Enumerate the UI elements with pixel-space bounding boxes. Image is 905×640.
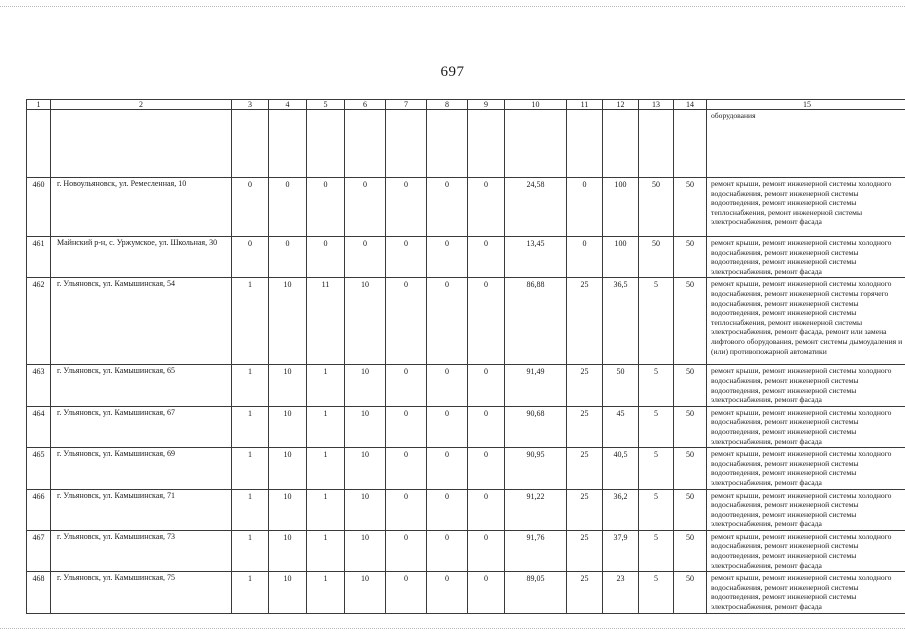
value-cell-7: 0 (386, 406, 427, 447)
value-cell-12: 36,2 (603, 489, 639, 530)
works-cell: ремонт крыши, ремонт инженерной системы холодного водоснабжения, ремонт инженерной системы водоотведения, ремонт инженерной системы электроснабжения, ремонт фасада (707, 365, 905, 406)
value-cell-5: 1 (307, 406, 345, 447)
value-cell-3: 1 (232, 448, 269, 489)
row-number: 462 (27, 278, 51, 365)
value-cell-3: 0 (232, 237, 269, 278)
value-cell-7: 0 (386, 278, 427, 365)
column-header: 12 (603, 100, 639, 110)
page-number: 697 (440, 64, 465, 80)
address-cell: Майнский р-н, с. Уржумское, ул. Школьная, 30 (51, 237, 232, 278)
value-cell-5: 0 (307, 178, 345, 237)
value-cell-9: 0 (468, 530, 505, 571)
scan-edge-bottom (0, 628, 905, 630)
value-cell-11: 25 (567, 530, 603, 571)
value-cell-9: 0 (468, 572, 505, 613)
value-cell-5: 1 (307, 365, 345, 406)
value-cell-4: 10 (269, 448, 307, 489)
value-cell-13: 5 (639, 448, 674, 489)
value-cell-8: 0 (427, 365, 468, 406)
value-cell-5: 1 (307, 572, 345, 613)
works-cell: ремонт крыши, ремонт инженерной системы холодного водоснабжения, ремонт инженерной системы водоотведения, ремонт инженерной системы электроснабжения, ремонт фасада (707, 530, 905, 571)
continuation-row (27, 110, 905, 178)
value-cell-12: 50 (603, 365, 639, 406)
value-cell-14: 50 (674, 178, 707, 237)
value-cell-8: 0 (427, 178, 468, 237)
value-cell-9: 0 (468, 406, 505, 447)
value-cell-13: 50 (639, 237, 674, 278)
value-cell-4: 0 (269, 237, 307, 278)
value-cell-4: 10 (269, 489, 307, 530)
value-cell-3: 1 (232, 530, 269, 571)
value-cell-4: 10 (269, 572, 307, 613)
table-row (27, 237, 905, 278)
address-cell: г. Ульяновск, ул. Камышинская, 75 (51, 572, 232, 613)
value-cell-3: 1 (232, 489, 269, 530)
value-cell-7: 0 (386, 237, 427, 278)
value-cell-9: 0 (468, 448, 505, 489)
value-cell-9: 0 (468, 178, 505, 237)
value-cell-7: 0 (386, 365, 427, 406)
value-cell-14: 50 (674, 448, 707, 489)
value-cell-11: 0 (567, 178, 603, 237)
works-cell: ремонт крыши, ремонт инженерной системы холодного водоснабжения, ремонт инженерной системы водоотведения, ремонт инженерной системы электроснабжения, ремонт фасада (707, 448, 905, 489)
works-cell: ремонт крыши, ремонт инженерной системы холодного водоснабжения, ремонт инженерной системы водоотведения, ремонт инженерной системы электроснабжения, ремонт фасада (707, 237, 905, 278)
value-cell-6: 10 (345, 448, 386, 489)
table-row (27, 278, 905, 365)
column-header: 6 (345, 100, 386, 110)
column-header: 14 (674, 100, 707, 110)
address-cell: г. Ульяновск, ул. Камышинская, 67 (51, 406, 232, 447)
column-header: 5 (307, 100, 345, 110)
works-cell: ремонт крыши, ремонт инженерной системы холодного водоснабжения, ремонт инженерной системы водоотведения, ремонт инженерной системы теплоснабжения, ремонт инженерной системы электроснабжения, ремонт фасада (707, 178, 905, 237)
table-row (27, 530, 905, 571)
value-cell-9: 0 (468, 365, 505, 406)
address-cell: г. Ульяновск, ул. Камышинская, 54 (51, 278, 232, 365)
value-cell-13: 5 (639, 572, 674, 613)
data-table (26, 99, 905, 614)
value-cell-8: 0 (427, 489, 468, 530)
value-cell-4: 0 (269, 178, 307, 237)
value-cell-3: 1 (232, 278, 269, 365)
value-cell-10: 90,68 (505, 406, 567, 447)
column-header: 15 (707, 100, 905, 110)
row-number: 463 (27, 365, 51, 406)
column-header: 8 (427, 100, 468, 110)
column-header: 7 (386, 100, 427, 110)
value-cell-11: 25 (567, 278, 603, 365)
value-cell-7: 0 (386, 448, 427, 489)
value-cell-14: 50 (674, 365, 707, 406)
value-cell-9: 0 (468, 489, 505, 530)
value-cell-4: 10 (269, 278, 307, 365)
value-cell-5: 1 (307, 448, 345, 489)
row-number: 465 (27, 448, 51, 489)
value-cell-12: 100 (603, 178, 639, 237)
scan-edge-top (0, 6, 905, 8)
value-cell-11: 25 (567, 406, 603, 447)
value-cell-8: 0 (427, 448, 468, 489)
column-header: 1 (27, 100, 51, 110)
column-header: 4 (269, 100, 307, 110)
value-cell-8: 0 (427, 406, 468, 447)
value-cell-12: 45 (603, 406, 639, 447)
value-cell-14: 50 (674, 572, 707, 613)
value-cell-6: 10 (345, 489, 386, 530)
table-row (27, 489, 905, 530)
table-row (27, 406, 905, 447)
value-cell-8: 0 (427, 237, 468, 278)
column-header: 9 (468, 100, 505, 110)
column-header: 10 (505, 100, 567, 110)
value-cell-6: 0 (345, 178, 386, 237)
row-number: 467 (27, 530, 51, 571)
row-number: 460 (27, 178, 51, 237)
column-header: 13 (639, 100, 674, 110)
value-cell-9: 0 (468, 237, 505, 278)
value-cell-7: 0 (386, 489, 427, 530)
value-cell-6: 10 (345, 365, 386, 406)
value-cell-8: 0 (427, 530, 468, 571)
value-cell-12: 100 (603, 237, 639, 278)
value-cell-11: 25 (567, 365, 603, 406)
value-cell-6: 10 (345, 278, 386, 365)
value-cell-13: 5 (639, 406, 674, 447)
table-row (27, 572, 905, 613)
value-cell-5: 1 (307, 489, 345, 530)
value-cell-13: 5 (639, 489, 674, 530)
value-cell-8: 0 (427, 278, 468, 365)
value-cell-6: 10 (345, 530, 386, 571)
value-cell-10: 91,22 (505, 489, 567, 530)
address-cell: г. Ульяновск, ул. Камышинская, 71 (51, 489, 232, 530)
value-cell-10: 90,95 (505, 448, 567, 489)
value-cell-14: 50 (674, 530, 707, 571)
works-cell: ремонт крыши, ремонт инженерной системы холодного водоснабжения, ремонт инженерной системы горячего водоснабжения, ремонт инженерной системы водоотведения, ремонт инженерной системы теплоснабжения, ремонт инженерной системы электроснабжения, ремонт фасада, ремонт или замена лифтового оборудования, ремонт системы дымоудаления и (или) противопожарной автоматики (707, 278, 905, 365)
value-cell-10: 91,49 (505, 365, 567, 406)
row-number: 468 (27, 572, 51, 613)
value-cell-5: 1 (307, 530, 345, 571)
works-cell: ремонт крыши, ремонт инженерной системы холодного водоснабжения, ремонт инженерной системы водоотведения, ремонт инженерной системы электроснабжения, ремонт фасада (707, 489, 905, 530)
value-cell-13: 5 (639, 278, 674, 365)
table-row (27, 178, 905, 237)
value-cell-14: 50 (674, 237, 707, 278)
value-cell-3: 1 (232, 406, 269, 447)
value-cell-11: 0 (567, 237, 603, 278)
value-cell-6: 10 (345, 406, 386, 447)
column-header: 2 (51, 100, 232, 110)
row-number: 466 (27, 489, 51, 530)
value-cell-5: 0 (307, 237, 345, 278)
value-cell-6: 10 (345, 572, 386, 613)
value-cell-11: 25 (567, 489, 603, 530)
continuation-text: оборудования (707, 110, 905, 178)
value-cell-9: 0 (468, 278, 505, 365)
value-cell-3: 1 (232, 365, 269, 406)
value-cell-3: 0 (232, 178, 269, 237)
table-row (27, 448, 905, 489)
value-cell-10: 24,58 (505, 178, 567, 237)
value-cell-10: 86,88 (505, 278, 567, 365)
works-cell: ремонт крыши, ремонт инженерной системы холодного водоснабжения, ремонт инженерной системы водоотведения, ремонт инженерной системы электроснабжения, ремонт фасада (707, 406, 905, 447)
value-cell-10: 91,76 (505, 530, 567, 571)
works-cell: ремонт крыши, ремонт инженерной системы холодного водоснабжения, ремонт инженерной системы водоотведения, ремонт инженерной системы электроснабжения, ремонт фасада (707, 572, 905, 613)
value-cell-6: 0 (345, 237, 386, 278)
value-cell-7: 0 (386, 530, 427, 571)
value-cell-12: 37,9 (603, 530, 639, 571)
value-cell-3: 1 (232, 572, 269, 613)
value-cell-7: 0 (386, 178, 427, 237)
row-number: 461 (27, 237, 51, 278)
value-cell-12: 36,5 (603, 278, 639, 365)
value-cell-14: 50 (674, 278, 707, 365)
value-cell-14: 50 (674, 406, 707, 447)
value-cell-7: 0 (386, 572, 427, 613)
value-cell-10: 13,45 (505, 237, 567, 278)
value-cell-13: 5 (639, 365, 674, 406)
value-cell-12: 40,5 (603, 448, 639, 489)
value-cell-14: 50 (674, 489, 707, 530)
value-cell-5: 11 (307, 278, 345, 365)
value-cell-11: 25 (567, 448, 603, 489)
address-cell: г. Новоульяновск, ул. Ремесленная, 10 (51, 178, 232, 237)
table-row (27, 365, 905, 406)
address-cell: г. Ульяновск, ул. Камышинская, 73 (51, 530, 232, 571)
value-cell-4: 10 (269, 365, 307, 406)
value-cell-4: 10 (269, 406, 307, 447)
value-cell-13: 50 (639, 178, 674, 237)
value-cell-12: 23 (603, 572, 639, 613)
value-cell-8: 0 (427, 572, 468, 613)
value-cell-13: 5 (639, 530, 674, 571)
value-cell-11: 25 (567, 572, 603, 613)
column-header-row (27, 100, 905, 110)
column-header: 11 (567, 100, 603, 110)
address-cell: г. Ульяновск, ул. Камышинская, 65 (51, 365, 232, 406)
address-cell: г. Ульяновск, ул. Камышинская, 69 (51, 448, 232, 489)
value-cell-10: 89,05 (505, 572, 567, 613)
value-cell-4: 10 (269, 530, 307, 571)
column-header: 3 (232, 100, 269, 110)
row-number: 464 (27, 406, 51, 447)
